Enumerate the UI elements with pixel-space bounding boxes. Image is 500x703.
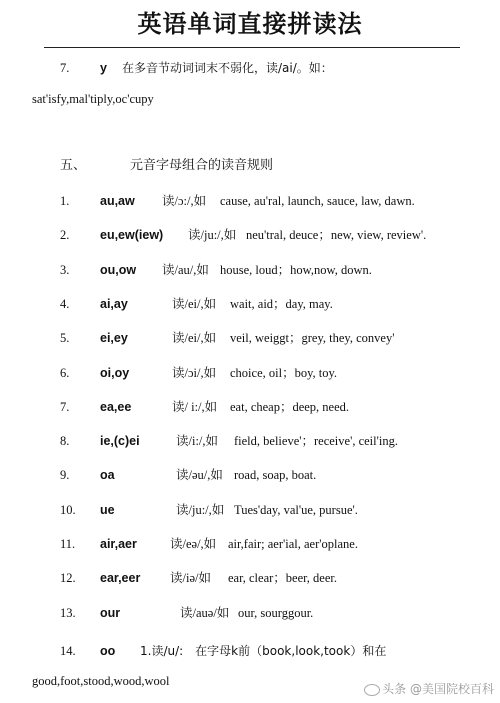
rule-examples: air,fair; aer'ial, aer'oplane. — [228, 537, 358, 551]
rule-text: 1.读/u/: 在字母k前（book,look,took）和在 — [140, 644, 387, 658]
rule-reading: 读/eə/,如 — [170, 537, 217, 551]
rule-row — [60, 364, 337, 382]
item-key: y — [100, 61, 107, 75]
rule-row — [60, 501, 358, 519]
rule-reading: 读/ɔ:/,如 — [162, 194, 207, 208]
rule-reading: 读/auə/如 — [180, 605, 230, 620]
weibo-logo-icon — [364, 684, 380, 696]
rule-number: 1. — [60, 194, 70, 208]
rule-key: ue — [100, 502, 115, 517]
rule-number: 4. — [60, 296, 70, 311]
rule-reading: 读/au/,如 — [162, 262, 209, 277]
rule-row — [60, 535, 358, 553]
rule-number: 13. — [60, 605, 76, 620]
rule-number: 11. — [60, 537, 76, 551]
rule-examples: ear, clear；beer, deer. — [228, 571, 337, 586]
rule-examples: neu'tral, deuce；new, view, review'. — [246, 228, 427, 243]
watermark — [364, 680, 494, 697]
rule-examples: eat, cheap；deep, need. — [230, 399, 350, 414]
rule-examples: road, soap, boat. — [234, 468, 317, 483]
rule-key: oi,oy — [100, 365, 130, 380]
rule-number: 3. — [60, 262, 70, 277]
rule-reading: 读/ju:/,如 — [188, 228, 237, 243]
section-number: 五、 — [60, 158, 87, 173]
rule-key: ie,(c)ei — [100, 434, 140, 449]
watermark-text: 头条 @美国院校百科 — [382, 682, 494, 696]
rule-reading: 读/iə/如 — [170, 571, 211, 586]
rule-reading: 读/ i:/,如 — [172, 399, 218, 414]
rule-key: air,aer — [100, 537, 137, 551]
title-rule — [44, 47, 460, 48]
rule-number: 7. — [60, 399, 70, 414]
rule-key: oa — [100, 468, 115, 483]
rule-14-examples: good,foot,stood,wood,wool — [32, 674, 170, 688]
rule-number: 9. — [60, 468, 70, 483]
rule-examples: our, sourggour. — [238, 605, 314, 620]
rule-key: oo — [100, 644, 116, 658]
rule-key: ou,ow — [100, 262, 137, 277]
rule-number: 12. — [60, 571, 76, 586]
rule-row — [60, 329, 394, 347]
rule-reading: 读/ju:/,如 — [176, 502, 225, 517]
rule-key: ei,ey — [100, 331, 128, 346]
rule-examples: house, loud；how,now, down. — [220, 262, 372, 277]
rule-examples: Tues'day, val'ue, pursue'. — [234, 502, 358, 517]
rule-key: eu,ew(iew) — [100, 228, 164, 243]
section-title: 元音字母组合的读音规则 — [130, 158, 274, 173]
rule-number: 5. — [60, 331, 70, 346]
rule-reading: 读/ɔi/,如 — [172, 365, 217, 380]
rule-number: 6. — [60, 365, 70, 380]
rule-key: our — [100, 605, 121, 620]
rule-row — [60, 261, 372, 279]
item-number: 7. — [60, 61, 70, 75]
item-7-examples: sat'isfy,mal'tiply,oc'cupy — [32, 92, 154, 106]
section-heading — [60, 154, 273, 173]
rule-key: au,aw — [100, 194, 135, 208]
rule-row — [60, 432, 398, 450]
rule-reading: 读/əu/,如 — [176, 468, 223, 483]
rule-row — [60, 466, 316, 484]
rule-examples: choice, oil；boy, toy. — [230, 365, 338, 380]
rule-row — [60, 192, 415, 210]
rule-examples: field, believe'；receive', ceil'ing. — [234, 434, 398, 449]
item-text: 在多音节动词词末不弱化，读/ai/。如： — [122, 61, 333, 75]
rule-row — [60, 604, 313, 622]
rule-row — [60, 226, 426, 244]
rule-row — [60, 295, 333, 313]
rule-examples: veil, weiggt；grey, they, convey' — [230, 331, 395, 346]
rule-key: ea,ee — [100, 399, 132, 414]
rule-key: ear,eer — [100, 571, 141, 586]
rule-number: 2. — [60, 228, 70, 243]
rule-number: 14. — [60, 644, 76, 658]
page-title: 英语单词直接拼读法 — [137, 10, 363, 38]
rule-number: 8. — [60, 434, 70, 449]
rule-number: 10. — [60, 502, 76, 517]
rule-row — [60, 398, 349, 416]
item-7-y — [60, 59, 333, 77]
rule-reading: 读/ei/,如 — [172, 331, 217, 346]
rule-14 — [60, 642, 386, 660]
rule-row — [60, 569, 337, 587]
rule-key: ai,ay — [100, 296, 128, 311]
rule-reading: 读/ei/,如 — [172, 296, 217, 311]
rule-examples: cause, au'ral, launch, sauce, law, dawn. — [220, 194, 415, 208]
rule-examples: wait, aid；day, may. — [230, 296, 333, 311]
rule-reading: 读/i:/,如 — [176, 434, 219, 449]
